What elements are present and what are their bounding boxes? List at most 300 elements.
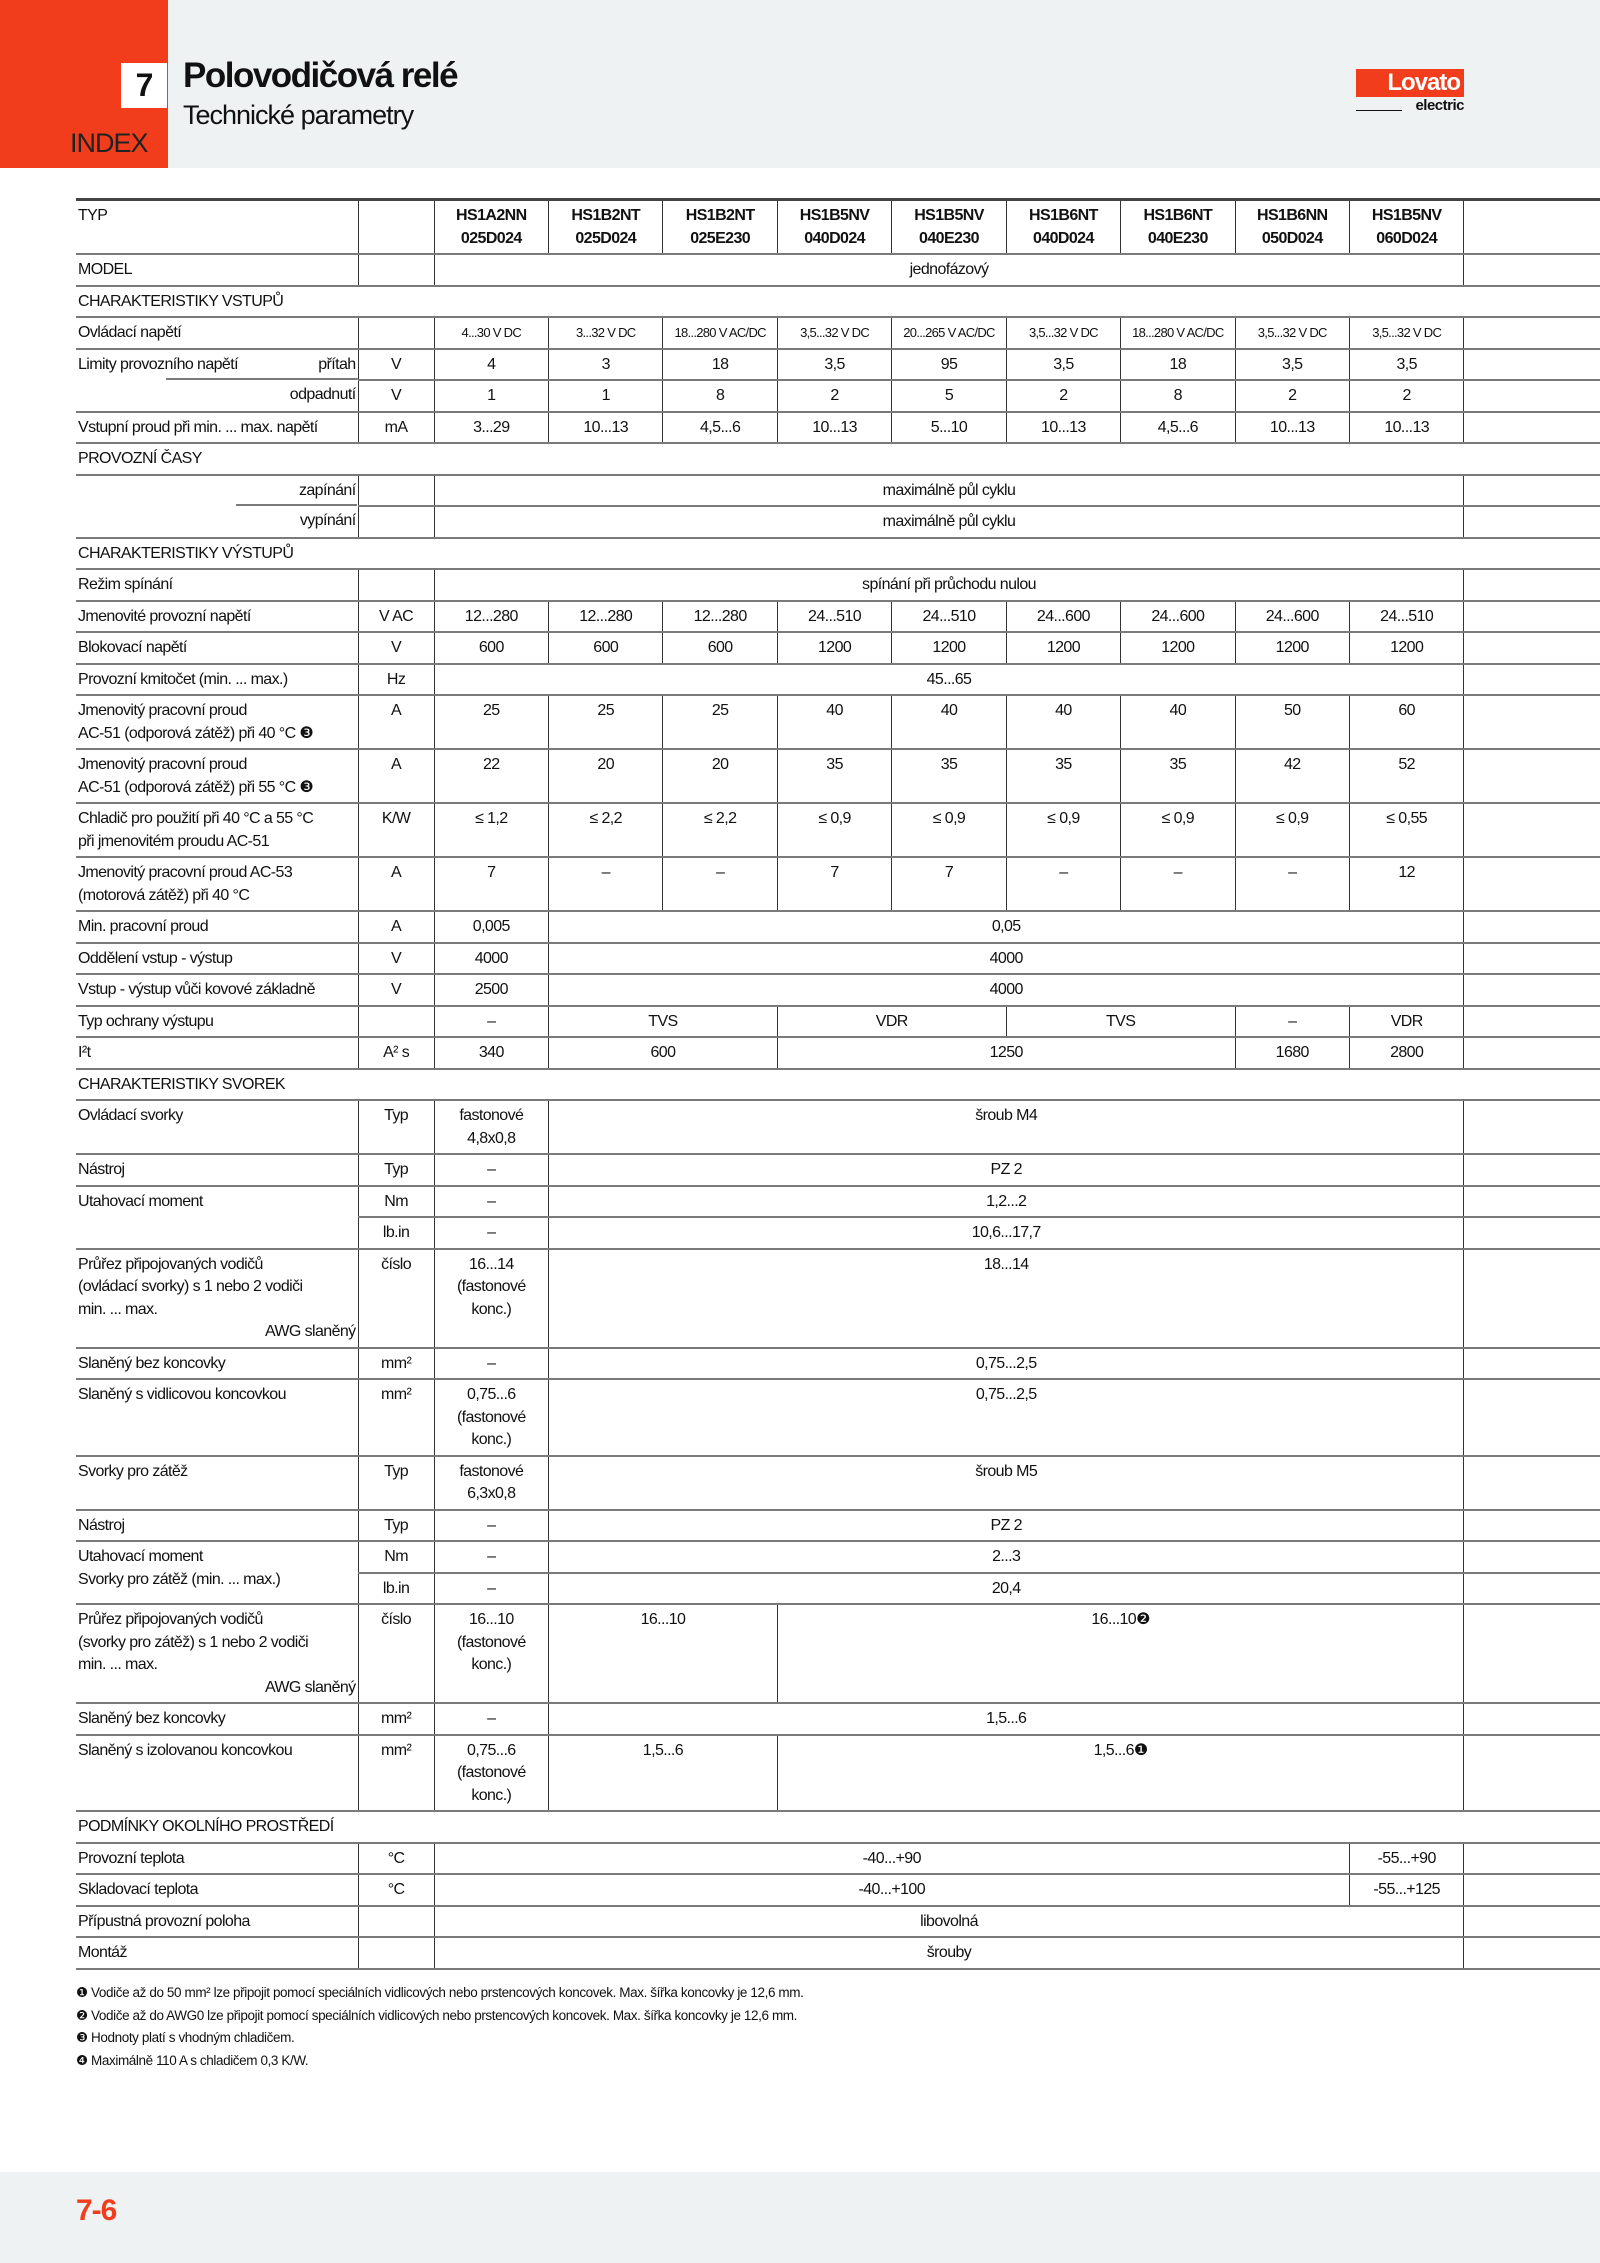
unit-cell: [358, 1006, 434, 1038]
table-row: [76, 1735, 1600, 1812]
section-title: PROVOZNÍ ČASY: [76, 443, 1600, 475]
value-cell: 3,5...32 V DC: [1235, 317, 1349, 349]
value-cell: –: [1235, 1006, 1349, 1038]
spacer-cell: [1464, 475, 1600, 507]
row-label-text: [78, 322, 356, 345]
value-cell: –: [434, 1154, 548, 1186]
unit-cell: Typ: [358, 1154, 434, 1186]
row-label: [76, 1937, 358, 1969]
spacer-cell: [1464, 632, 1600, 664]
value-cell: 7: [434, 857, 548, 911]
row-label-text: [78, 862, 356, 907]
value-cell: 24...600: [1235, 601, 1349, 633]
product-type-header: HS1B6NN 050D024: [1235, 200, 1349, 255]
value-cell: 4,5...6: [663, 412, 777, 444]
row-label-text: [78, 1384, 356, 1407]
spacer-cell: [1464, 1456, 1600, 1510]
value-cell: spínání při průchodu nulou: [434, 569, 1464, 601]
row-label-text: [78, 979, 356, 1002]
row-label-main: Vstup - výstup vůči kovové základně: [78, 981, 315, 998]
value-cell: 1,5...6❶: [777, 1735, 1464, 1812]
table-row: [76, 506, 1600, 538]
table-row: [76, 911, 1600, 943]
unit-cell: [358, 200, 434, 255]
row-label: [76, 1604, 358, 1703]
row-label-text: [78, 1740, 356, 1763]
row-label-text: [78, 669, 356, 692]
product-type-header: HS1A2NN 025D024: [434, 200, 548, 255]
spacer-cell: [1464, 380, 1600, 412]
table-row: [76, 1006, 1600, 1038]
value-cell: 5: [892, 380, 1006, 412]
spacer-cell: [1464, 1937, 1600, 1969]
spacer-cell: [1464, 412, 1600, 444]
row-label-text: [78, 637, 356, 660]
value-cell: ≤ 0,9: [892, 803, 1006, 857]
unit-cell: °C: [358, 1843, 434, 1875]
row-label-main: Provozní teplota: [78, 1849, 185, 1867]
spacer-cell: [1464, 974, 1600, 1006]
table-row: [76, 943, 1600, 975]
row-label-text: [78, 808, 356, 853]
row-label: [76, 1006, 358, 1038]
row-label: [76, 943, 358, 975]
value-cell: 3...29: [434, 412, 548, 444]
row-label-main: Chladič pro použití při 40 °C a 55 °C při jmenovitém proudu AC-51: [78, 810, 314, 850]
unit-cell: [358, 1937, 434, 1969]
row-label: [76, 749, 358, 803]
value-cell: šrouby: [434, 1937, 1464, 1969]
value-cell: 60: [1349, 695, 1463, 749]
value-cell: 4000: [434, 943, 548, 975]
unit-cell: A: [358, 749, 434, 803]
value-cell: –: [434, 1703, 548, 1735]
row-label-main: TYP: [78, 207, 108, 224]
value-cell: 25: [549, 695, 663, 749]
header-row: [76, 200, 1600, 255]
row-label: [76, 1100, 358, 1154]
row-label: [76, 349, 358, 381]
unit-cell: V: [358, 943, 434, 975]
logo-subtitle: electric: [1356, 97, 1464, 114]
row-label: [76, 475, 358, 507]
row-label-sub: přítah: [318, 355, 356, 373]
table-row: [76, 857, 1600, 911]
row-label-text: [78, 1254, 356, 1344]
value-cell: 18: [663, 349, 777, 381]
value-cell: 40: [1006, 695, 1120, 749]
value-cell: 4...30 V DC: [434, 317, 548, 349]
row-label-main: Skladovací teplota: [78, 1881, 198, 1898]
product-type-header: HS1B5NV 040D024: [777, 200, 891, 255]
value-cell: 2...3: [549, 1541, 1464, 1573]
table-row: [76, 475, 1600, 507]
value-cell: maximálně půl cyklu: [434, 475, 1464, 507]
table-row: [76, 1186, 1600, 1218]
table-row: [76, 1604, 1600, 1703]
row-label-text: [78, 259, 356, 282]
value-cell: 24...510: [1349, 601, 1463, 633]
page-number: 7-6: [76, 2194, 117, 2227]
value-cell: 3: [549, 349, 663, 381]
table-row: [76, 1703, 1600, 1735]
value-cell: 10...13: [1006, 412, 1120, 444]
row-label-text: [78, 754, 356, 799]
value-cell: –: [434, 1348, 548, 1380]
row-label-main: Utahovací moment Svorky pro zátěž (min. ... max.): [78, 1548, 281, 1588]
value-cell: fastonové 4,8x0,8: [434, 1100, 548, 1154]
spacer-cell: [1464, 601, 1600, 633]
value-cell: 35: [892, 749, 1006, 803]
unit-cell: mm²: [358, 1379, 434, 1456]
unit-cell: [358, 317, 434, 349]
value-cell: 16...10❷: [777, 1604, 1464, 1703]
unit-cell: mm²: [358, 1348, 434, 1380]
row-label: [76, 664, 358, 696]
value-cell: 40: [1121, 695, 1235, 749]
footnote: ❹ Maximálně 110 A s chladičem 0,3 K/W.: [76, 2052, 309, 2068]
unit-cell: A: [358, 857, 434, 911]
value-cell: 3,5: [1006, 349, 1120, 381]
value-cell: 20,4: [549, 1573, 1464, 1605]
unit-cell: lb.in: [358, 1573, 434, 1605]
row-label-main: Jmenovitý pracovní proud AC-53 (motorová zátěž) při 40 °C: [78, 864, 293, 904]
value-cell: 22: [434, 749, 548, 803]
value-cell: 12: [1349, 857, 1463, 911]
index-link[interactable]: INDEX: [70, 128, 148, 158]
row-label: [76, 911, 358, 943]
value-cell: –: [1006, 857, 1120, 911]
row-label-main: Limity provozního napětí: [78, 355, 238, 373]
value-cell: 35: [777, 749, 891, 803]
value-cell: 1200: [1121, 632, 1235, 664]
row-label-main: Průřez připojovaných vodičů (ovládací svorky) s 1 nebo 2 vodiči min. ... max.: [78, 1255, 303, 1318]
unit-cell: A: [358, 695, 434, 749]
value-cell: 7: [777, 857, 891, 911]
value-cell: 0,75...2,5: [549, 1348, 1464, 1380]
spacer-cell: [1464, 1604, 1600, 1703]
row-label-text: [78, 948, 356, 971]
row-label-text: [78, 1353, 356, 1376]
spacer-cell: [1464, 1217, 1600, 1249]
value-cell: 0,75...6 (fastonové konc.): [434, 1735, 548, 1812]
value-cell: ≤ 0,9: [1235, 803, 1349, 857]
value-cell: PZ 2: [549, 1154, 1464, 1186]
unit-cell: [358, 475, 434, 507]
spacer-cell: [1464, 254, 1600, 286]
value-cell: 600: [434, 632, 548, 664]
row-label-text: [78, 480, 356, 503]
product-type-header: HS1B2NT 025D024: [549, 200, 663, 255]
unit-cell: Hz: [358, 664, 434, 696]
value-cell: 1250: [777, 1037, 1235, 1069]
row-label-text: [78, 510, 356, 533]
table-row: [76, 601, 1600, 633]
value-cell: 3,5: [1235, 349, 1349, 381]
value-cell: 16...10 (fastonové konc.): [434, 1604, 548, 1703]
spacer-cell: [1464, 200, 1600, 255]
value-cell: 12...280: [663, 601, 777, 633]
value-cell: 10...13: [1349, 412, 1463, 444]
table-row: [76, 380, 1600, 412]
value-cell: PZ 2: [549, 1510, 1464, 1542]
value-cell: maximálně půl cyklu: [434, 506, 1464, 538]
value-cell: –: [663, 857, 777, 911]
row-label: [76, 1541, 358, 1604]
unit-cell: V AC: [358, 601, 434, 633]
value-cell: 18...280 V AC/DC: [1121, 317, 1235, 349]
row-label-main: Nástroj: [78, 1161, 125, 1178]
table-row: [76, 749, 1600, 803]
unit-cell: V: [358, 974, 434, 1006]
row-label: [76, 1456, 358, 1510]
row-label: [76, 380, 358, 412]
table-row: [76, 632, 1600, 664]
table-row: [76, 254, 1600, 286]
table-row: [76, 412, 1600, 444]
spacer-cell: [1464, 664, 1600, 696]
unit-cell: Nm: [358, 1186, 434, 1218]
value-cell: 1200: [777, 632, 891, 664]
value-cell: 40: [777, 695, 891, 749]
value-cell: 0,75...6 (fastonové konc.): [434, 1379, 548, 1456]
unit-cell: V: [358, 349, 434, 381]
row-label-text: [78, 1848, 356, 1871]
value-cell: –: [434, 1541, 548, 1573]
value-cell: 3...32 V DC: [549, 317, 663, 349]
product-type-header: HS1B5NV 040E230: [892, 200, 1006, 255]
row-label-main: Slaněný s vidlicovou koncovkou: [78, 1386, 286, 1403]
unit-cell: číslo: [358, 1249, 434, 1348]
value-cell: 2: [1349, 380, 1463, 412]
row-label-main: I²t: [78, 1044, 91, 1061]
value-cell: 1,5...6: [549, 1735, 778, 1812]
unit-cell: A: [358, 911, 434, 943]
table-row: [76, 1874, 1600, 1906]
value-cell: 20...265 V AC/DC: [892, 317, 1006, 349]
value-cell: -55...+125: [1349, 1874, 1463, 1906]
value-cell: ≤ 2,2: [663, 803, 777, 857]
unit-cell: K/W: [358, 803, 434, 857]
value-cell: ≤ 0,55: [1349, 803, 1463, 857]
table-row: [76, 1906, 1600, 1938]
spacer-cell: [1464, 857, 1600, 911]
row-label: [76, 974, 358, 1006]
value-cell: 10,6...17,7: [549, 1217, 1464, 1249]
value-cell: šroub M4: [549, 1100, 1464, 1154]
value-cell: 18...14: [549, 1249, 1464, 1348]
unit-cell: Typ: [358, 1456, 434, 1510]
value-cell: 1: [549, 380, 663, 412]
spacer-cell: [1464, 569, 1600, 601]
row-label-text: [78, 1942, 356, 1965]
table-row: [76, 1100, 1600, 1154]
row-label-main: Průřez připojovaných vodičů (svorky pro zátěž) s 1 nebo 2 vodiči min. ... max.: [78, 1611, 309, 1673]
row-label: [76, 1735, 358, 1812]
table-row: [76, 664, 1600, 696]
row-label-main: Oddělení vstup - výstup: [78, 949, 233, 967]
value-cell: 50: [1235, 695, 1349, 749]
value-cell: 2: [777, 380, 891, 412]
row-label-main: Typ ochrany výstupu: [78, 1012, 214, 1030]
row-label: [76, 1348, 358, 1380]
row-label-sub: zapínání: [298, 481, 356, 499]
spacer-cell: [1464, 749, 1600, 803]
spacer-cell: [1464, 1037, 1600, 1069]
table-row: [76, 1154, 1600, 1186]
value-cell: 24...600: [1006, 601, 1120, 633]
unit-cell: Typ: [358, 1510, 434, 1542]
section-header-row: [76, 286, 1600, 318]
row-label: [76, 601, 358, 633]
value-cell: 2800: [1349, 1037, 1463, 1069]
row-label: [76, 1843, 358, 1875]
spacer-cell: [1464, 1735, 1600, 1812]
row-label: [76, 254, 358, 286]
row-label-main: Jmenovité provozní napětí: [78, 607, 251, 625]
unit-cell: °C: [358, 1874, 434, 1906]
value-cell: 16...10: [549, 1604, 778, 1703]
row-label-sub: vypínání: [299, 512, 356, 529]
value-cell: 600: [549, 1037, 778, 1069]
row-label-main: Přípustná provozní poloha: [78, 1912, 250, 1930]
value-cell: TVS: [549, 1006, 778, 1038]
table-row: [76, 803, 1600, 857]
value-cell: –: [1235, 857, 1349, 911]
row-label-main: Svorky pro zátěž: [78, 1462, 188, 1480]
row-label-text: [78, 354, 356, 377]
value-cell: 24...510: [892, 601, 1006, 633]
value-cell: 52: [1349, 749, 1463, 803]
footnote: ❸ Hodnoty platí s vhodným chladičem.: [76, 2030, 295, 2045]
table-row: [76, 974, 1600, 1006]
unit-cell: Typ: [358, 1100, 434, 1154]
value-cell: 0,75...2,5: [549, 1379, 1464, 1456]
value-cell: 4000: [549, 943, 1464, 975]
section-title: CHARAKTERISTIKY SVOREK: [76, 1069, 1600, 1101]
spacer-cell: [1464, 695, 1600, 749]
section-header-row: [76, 1069, 1600, 1101]
row-label-main: Blokovací napětí: [78, 639, 187, 656]
value-cell: 12...280: [434, 601, 548, 633]
value-cell: fastonové 6,3x0,8: [434, 1456, 548, 1510]
value-cell: 600: [549, 632, 663, 664]
row-label: [76, 1249, 358, 1348]
value-cell: 1,5...6: [549, 1703, 1464, 1735]
row-label-text: [78, 1011, 356, 1034]
page-subtitle: Technické parametry: [183, 100, 414, 130]
spacer-cell: [1464, 1906, 1600, 1938]
value-cell: 16...14 (fastonové konc.): [434, 1249, 548, 1348]
unit-cell: číslo: [358, 1604, 434, 1703]
spacer-cell: [1464, 1703, 1600, 1735]
value-cell: 1200: [1006, 632, 1120, 664]
spacer-cell: [1464, 1510, 1600, 1542]
row-label-main: Jmenovitý pracovní proud AC-51 (odporová zátěž) při 40 °C ❸: [78, 702, 314, 742]
row-label-main: MODEL: [78, 261, 132, 278]
unit-cell: [358, 1906, 434, 1938]
unit-cell: [358, 506, 434, 538]
row-label-sub: odpadnutí: [289, 386, 356, 403]
value-cell: 24...600: [1121, 601, 1235, 633]
table-row: [76, 1037, 1600, 1069]
row-label-main: Jmenovitý pracovní proud AC-51 (odporová zátěž) při 55 °C ❸: [78, 756, 314, 796]
table-row: [76, 1348, 1600, 1380]
table-row: [76, 1843, 1600, 1875]
row-label-text: [78, 916, 356, 939]
table-row: [76, 1456, 1600, 1510]
value-cell: –: [434, 1510, 548, 1542]
value-cell: 1: [434, 380, 548, 412]
table-row: [76, 569, 1600, 601]
table-row: [76, 317, 1600, 349]
value-cell: 3,5: [1349, 349, 1463, 381]
row-label: [76, 632, 358, 664]
row-label-main: Montáž: [78, 1944, 127, 1961]
row-label: [76, 1154, 358, 1186]
value-cell: 35: [1006, 749, 1120, 803]
row-label-main: Režim spínání: [78, 576, 173, 593]
value-cell: 1200: [1349, 632, 1463, 664]
spacer-cell: [1464, 1100, 1600, 1154]
section-title: CHARAKTERISTIKY VSTUPŮ: [76, 286, 1600, 318]
spacer-cell: [1464, 506, 1600, 538]
row-label-text: [78, 1159, 356, 1182]
value-cell: –: [549, 857, 663, 911]
value-cell: ≤ 0,9: [1006, 803, 1120, 857]
row-label: [76, 569, 358, 601]
value-cell: 25: [434, 695, 548, 749]
value-cell: jednofázový: [434, 254, 1464, 286]
row-label-main: Provozní kmitočet (min. ... max.): [78, 670, 288, 688]
page-footer: [0, 2172, 1600, 2263]
unit-cell: V: [358, 380, 434, 412]
value-cell: 35: [1121, 749, 1235, 803]
value-cell: –: [434, 1186, 548, 1218]
product-type-header: HS1B2NT 025E230: [663, 200, 777, 255]
footnote: ❷ Vodiče až do AWG0 lze připojit pomocí speciálních vidlicových nebo prstencových koncovek. Max. šířka koncovky je 12,6 mm.: [76, 2007, 797, 2023]
spacer-cell: [1464, 943, 1600, 975]
row-label: [76, 857, 358, 911]
row-label: [76, 317, 358, 349]
unit-cell: Nm: [358, 1541, 434, 1573]
row-label-sub: AWG slaněný: [264, 1678, 356, 1696]
value-cell: 7: [892, 857, 1006, 911]
value-cell: 10...13: [777, 412, 891, 444]
section-title: PODMÍNKY OKOLNÍHO PROSTŘEDÍ: [76, 1811, 1600, 1843]
value-cell: šroub M5: [549, 1456, 1464, 1510]
row-label-text: [78, 700, 356, 745]
lovato-logo: [1356, 69, 1464, 114]
row-label: [76, 1510, 358, 1542]
value-cell: 4,5...6: [1121, 412, 1235, 444]
row-label: [76, 1906, 358, 1938]
table-row: [76, 1249, 1600, 1348]
row-label-main: Utahovací moment: [78, 1192, 203, 1210]
value-cell: 12...280: [549, 601, 663, 633]
value-cell: -55...+90: [1349, 1843, 1463, 1875]
unit-cell: A² s: [358, 1037, 434, 1069]
spacer-cell: [1464, 803, 1600, 857]
unit-cell: lb.in: [358, 1217, 434, 1249]
value-cell: 3,5...32 V DC: [777, 317, 891, 349]
value-cell: 20: [663, 749, 777, 803]
row-label-text: [78, 1105, 356, 1128]
row-label-text: [78, 1191, 356, 1214]
value-cell: 10...13: [549, 412, 663, 444]
value-cell: 2: [1006, 380, 1120, 412]
row-label-text: [78, 1609, 356, 1699]
